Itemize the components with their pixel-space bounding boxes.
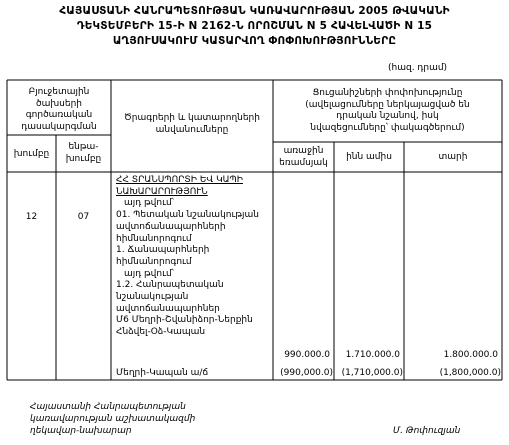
subgroup-header-line: ենթա- bbox=[68, 142, 99, 152]
sub-item-label: Մեղրի-Կապան ա/ճ bbox=[116, 368, 209, 378]
col1-header-line: գործառական bbox=[25, 110, 93, 121]
col1-header-line: Բյուջետային bbox=[28, 87, 90, 97]
signatory-title-line: կառավարության աշխատակազմի bbox=[30, 414, 196, 424]
program-line: ավտոճանապարհների bbox=[116, 221, 226, 232]
year-header: տարի bbox=[438, 152, 468, 162]
value-first-quarter: 990.000.0 bbox=[284, 350, 330, 360]
col2-header-line: Ծրագրերի և կատարողների bbox=[124, 113, 260, 123]
program-line: հիմնանորոգում bbox=[116, 233, 192, 244]
header-line-2: ԴԵԿՏԵՄԲԵՐԻ 15-Ի N 2162-Ն ՈՐՈՇՄԱՆ N 5 ՀԱՎԵԼՎԱԾԻ N 15 bbox=[76, 20, 433, 32]
program-line: Մ6 Մեղրի-Շվանիձոր-Ներքին bbox=[116, 315, 253, 326]
program-line: 01. Պետական նշանակության bbox=[116, 210, 259, 221]
nine-months-header: ինն ամիս bbox=[346, 152, 392, 162]
program-line: այդ թվում՝ bbox=[124, 268, 174, 279]
first-quarter-header-line: եռամսյակ bbox=[279, 157, 328, 168]
subgroup-code: 07 bbox=[77, 212, 90, 222]
col1-header-line: ծախսերի bbox=[35, 98, 82, 109]
signatory-title-line: ղեկավար-նախարար bbox=[30, 426, 132, 436]
program-line: Հնձվել-Օձ-Կապան bbox=[116, 327, 206, 338]
header-line-3: ԱՂՅՈՒՍԱԿՈՒՄ ԿԱՏԱՐՎՈՂ ՓՈՓՈԽՈՒԹՅՈՒՆՆԵՐԸ bbox=[112, 35, 397, 47]
col2-header-line: անվանումները bbox=[155, 124, 229, 135]
group-code: 12 bbox=[25, 212, 38, 222]
col3-header-line: նվազեցումները՝ փակագծերում) bbox=[310, 123, 465, 134]
program-line: ավտոճանապարհներ bbox=[116, 303, 220, 314]
ministry-title-line: ՀՀ ՏՐԱՆՍՊՈՐՏԻ ԵՎ ԿԱՊԻ bbox=[116, 175, 243, 185]
program-line: 1.2. Հանրապետական bbox=[116, 280, 224, 291]
sub-value-first-quarter: (990,000.0) bbox=[280, 368, 333, 378]
col3-header-line: (ավելացումները ներկայացված են bbox=[305, 99, 470, 110]
group-header: խումբը bbox=[13, 149, 50, 159]
header-line-1: ՀԱՅԱՍՏԱՆԻ ՀԱՆՐԱՊԵՏՈՒԹՅԱՆ ԿԱՌԱՎԱՐՈՒԹՅԱՆ 2005 ԹՎԱԿԱՆԻ bbox=[59, 5, 450, 17]
value-year: 1.800.000.0 bbox=[443, 350, 498, 360]
value-nine-months: 1.710.000.0 bbox=[345, 350, 400, 360]
sub-value-year: (1,800,000.0) bbox=[439, 368, 501, 378]
program-line: հիմնանորոգում bbox=[116, 256, 192, 267]
program-line: նշանակության bbox=[116, 292, 189, 303]
sub-value-nine-months: (1,710,000.0) bbox=[341, 368, 403, 378]
col3-header-line: Ցուցանիշների փոփոխությունը bbox=[312, 88, 463, 98]
program-line: 1. Ճանապարհների bbox=[116, 245, 210, 256]
col3-header-line: դրական նշանով, իսկ bbox=[336, 111, 439, 122]
col1-header-line: դասակարգման bbox=[21, 122, 97, 133]
unit-note: (հազ. դրամ) bbox=[388, 63, 448, 73]
ministry-title-line: ՆԱԽԱՐԱՐՈՒԹՅՈՒՆ bbox=[116, 186, 208, 197]
first-quarter-header-line: առաջին bbox=[283, 146, 324, 156]
program-line: այդ թվում՝ bbox=[124, 198, 174, 209]
signatory-name: Մ. Թոփուզյան bbox=[393, 426, 461, 436]
signatory-title-line: Հայաստանի Հանրապետության bbox=[30, 402, 186, 412]
subgroup-header-line: խումբը bbox=[65, 153, 102, 164]
